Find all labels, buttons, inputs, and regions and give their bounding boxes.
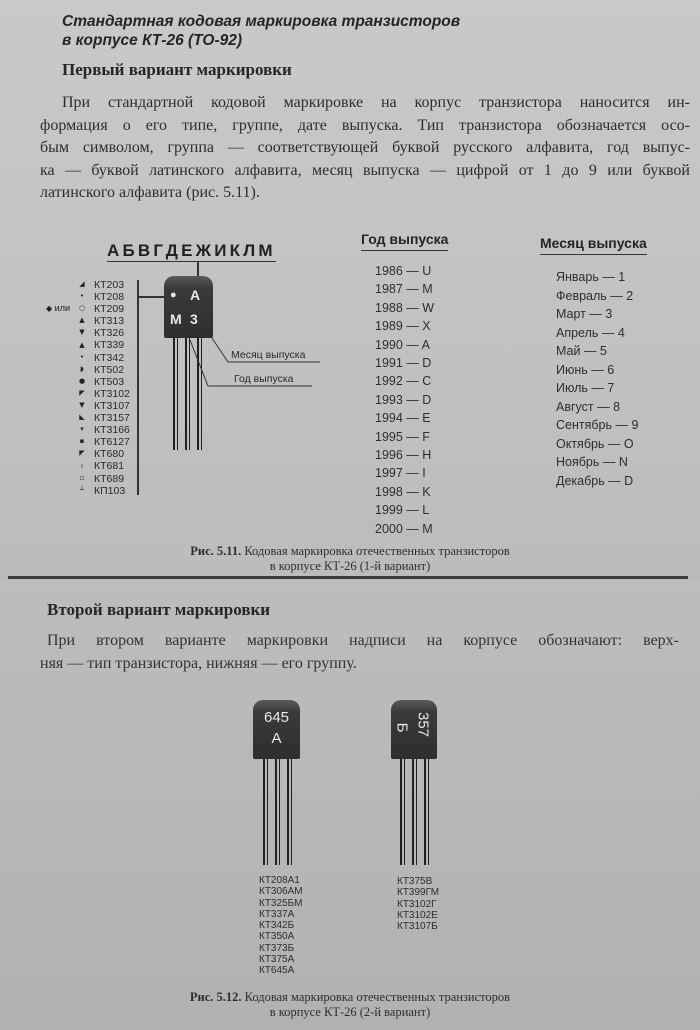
month-code: Октябрь — O: [556, 436, 634, 451]
type-marking-645: 645: [263, 709, 290, 726]
type-symbol-icon: ▫: [79, 473, 85, 482]
year-code: 2000 — M: [375, 521, 433, 536]
section-title-line-2: в корпусе КТ-26 (ТО-92): [62, 32, 243, 49]
paragraph-line: При втором варианте маркировки надписи на корпусе обозначают: верх-: [47, 632, 679, 649]
transistor-type: КТ502: [94, 363, 125, 376]
group-letters: АБВГДЕЖИКЛМ: [107, 241, 276, 260]
callout-year: Год выпуска: [234, 373, 294, 385]
callout-month: Месяц выпуска: [231, 349, 306, 361]
transistor-type: КТ375В: [397, 876, 433, 887]
type-symbol-icon: ◢: [79, 280, 85, 288]
transistor-leg: [428, 759, 429, 865]
transistor-type: КТ208: [94, 291, 125, 304]
type-symbol-icon: ◤: [79, 449, 85, 458]
transistor-type: КТ681: [94, 460, 125, 473]
year-code: 1990 — A: [375, 337, 430, 352]
year-code: 1991 — D: [375, 356, 432, 371]
transistor-type: КТ375А: [259, 954, 295, 966]
month-code: Апрель — 4: [556, 325, 625, 340]
type-symbol-icon: ◤: [79, 388, 85, 397]
month-code: Июнь — 6: [556, 362, 615, 377]
group-marking: А: [190, 287, 201, 303]
type-symbol-icon: ▼: [79, 328, 85, 337]
month-heading: Месяц выпуска: [540, 235, 647, 255]
month-code-list: [556, 268, 638, 490]
right-type-list: [397, 876, 439, 932]
year-code-list: [375, 262, 434, 538]
month-code: Август — 8: [556, 399, 621, 414]
paragraph-line: При стандартной кодовой маркировке на корпус транзистора наносится ин-: [62, 94, 690, 111]
figure-5-12-caption: [0, 990, 700, 1020]
transistor-type: КТ399ГМ: [397, 887, 440, 899]
month-code: Июль — 7: [556, 381, 615, 395]
transistor-type: КТ339: [94, 339, 125, 352]
year-code: 1987 — M: [375, 282, 433, 297]
type-symbol-icon: ┴: [79, 485, 85, 494]
left-type-list: [259, 875, 303, 977]
transistor-leg: [291, 759, 292, 865]
group-marking-b: Б: [393, 722, 411, 733]
transistor-type: КП103: [94, 484, 126, 497]
paragraph-line: латинского алфавита (рис. 5.11).: [40, 184, 260, 201]
transistor-type: КТ350А: [259, 931, 295, 943]
transistor-type: КТ3102Г: [397, 898, 437, 910]
year-code: 1992 — C: [375, 374, 432, 389]
transistor-type: КТ208А1: [259, 875, 300, 886]
transistor-type: КТ337А: [259, 908, 295, 920]
month-code: Февраль — 2: [556, 288, 634, 303]
transistor-leg: [424, 759, 426, 865]
month-marking: 3: [190, 311, 198, 327]
year-code: 1989 — X: [375, 319, 431, 334]
month-code: Сентябрь — 9: [556, 418, 639, 432]
transistor-type: КТ209: [94, 303, 125, 316]
transistor-leg: [400, 759, 402, 865]
month-code: Декабрь — D: [556, 473, 634, 488]
transistor-type: КТ680: [94, 448, 125, 461]
type-symbol-icon: ○: [78, 304, 86, 313]
type-symbol-icon: ◗: [80, 364, 84, 373]
year-marking: М: [170, 311, 182, 327]
year-code: 1998 — K: [375, 484, 431, 499]
transistor-type: КТ325БМ: [259, 897, 303, 909]
transistor-leg: [412, 759, 414, 865]
transistor-type: КТ3107: [94, 399, 130, 412]
type-symbol-icon: ▲: [79, 316, 85, 325]
paragraph-line: формация о его типе, группе, дате выпуска. Тип транзистора обозначается осо-: [40, 116, 690, 134]
month-code: Май — 5: [556, 344, 607, 358]
figure-5-11-caption: [0, 544, 700, 574]
caption-label: Рис. 5.12.: [189, 990, 242, 1004]
year-code: 1995 — F: [375, 429, 430, 444]
caption-line-2: в корпусе КТ-26 (2-й вариант): [269, 1005, 431, 1019]
transistor-type: КТ203: [94, 279, 125, 291]
transistor-type: КТ503: [94, 375, 125, 388]
type-symbol-icon: •: [79, 292, 85, 301]
year-code: 1986 — U: [375, 264, 432, 278]
month-code: Январь — 1: [556, 270, 626, 284]
transistor-leg: [416, 759, 417, 865]
type-dot-marking: ●: [170, 289, 177, 301]
type-symbol-icon: ı: [81, 461, 83, 470]
paragraph-line: няя — тип транзистора, нижняя — его группу.: [40, 654, 357, 672]
paragraph-line: ка — буквой латинского алфавита, месяц выпуска — цифрой от 1 до 9 или буквой: [40, 161, 690, 179]
type-symbol-icon: ▼: [79, 401, 85, 409]
variant1-heading: Первый вариант маркировки: [62, 60, 292, 79]
transistor-type: КТ342Б: [259, 920, 295, 932]
month-code: Март — 3: [556, 307, 613, 321]
transistor-type: КТ3102: [94, 387, 130, 400]
transistor-type: КТ3166: [94, 424, 130, 437]
year-code: 1993 — D: [375, 392, 432, 407]
alt-symbol-diamond-icon: ◆: [46, 304, 53, 313]
transistor-leg: [267, 759, 268, 865]
year-heading: Год выпуска: [361, 231, 448, 251]
year-code: 1999 — L: [375, 503, 430, 518]
transistor-type: КТ3102Е: [397, 909, 438, 921]
type-symbol-icon: ◣: [79, 413, 85, 422]
year-code: 1994 — E: [375, 411, 431, 426]
transistor-type: КТ306АМ: [259, 886, 303, 898]
caption-line-2: в корпусе КТ-26 (1-й вариант): [269, 559, 431, 573]
transistor-type: КТ373Б: [259, 942, 295, 954]
type-symbol-icon: ▪: [79, 437, 85, 446]
caption-line-1: [0, 544, 700, 559]
type-symbol-icon: ▾: [80, 425, 84, 434]
type-symbol-icon: ●: [78, 376, 86, 385]
transistor-type: КТ3157: [94, 412, 130, 425]
year-code: 1988 — W: [375, 300, 435, 315]
month-code: Ноябрь — N: [556, 455, 628, 469]
variant2-paragraph: [40, 630, 679, 675]
caption-text: Кодовая маркировка отечественных транзисторов: [244, 544, 510, 558]
year-code: 1997 — I: [375, 466, 426, 481]
caption-text: Кодовая маркировка отечественных транзисторов: [244, 990, 511, 1004]
transistor-type: КТ689: [94, 472, 125, 485]
transistor-leg: [275, 759, 277, 865]
transistor-type: КТ342: [94, 351, 125, 364]
caption-label: Рис. 5.11.: [190, 544, 242, 558]
group-marking-a: А: [271, 730, 282, 747]
type-marking-357: 357: [414, 711, 432, 738]
or-label: или: [54, 303, 70, 313]
transistor-leg: [263, 759, 265, 865]
transistor-leg: [404, 759, 405, 865]
section-title-line-1: Стандартная кодовая маркировка транзисторов: [62, 13, 461, 30]
transistor-leg: [279, 759, 280, 865]
transistor-type: КТ645А: [259, 965, 295, 977]
transistor-type: КТ3107Б: [397, 921, 438, 933]
caption-line-1: [0, 990, 700, 1005]
transistor-leg: [287, 759, 289, 865]
transistor-type: КТ6127: [94, 436, 130, 449]
transistor-type: КТ326: [94, 327, 125, 340]
transistor-type: КТ313: [94, 315, 125, 328]
paragraph-line: бым символом, группа — соответствующей буквой русского алфавита, год выпус-: [40, 139, 690, 156]
variant2-heading: Второй вариант маркировки: [47, 600, 271, 619]
type-symbol-icon: •: [79, 352, 85, 361]
type-symbol-icon: ▲: [79, 340, 85, 349]
year-code: 1996 — H: [375, 448, 432, 463]
